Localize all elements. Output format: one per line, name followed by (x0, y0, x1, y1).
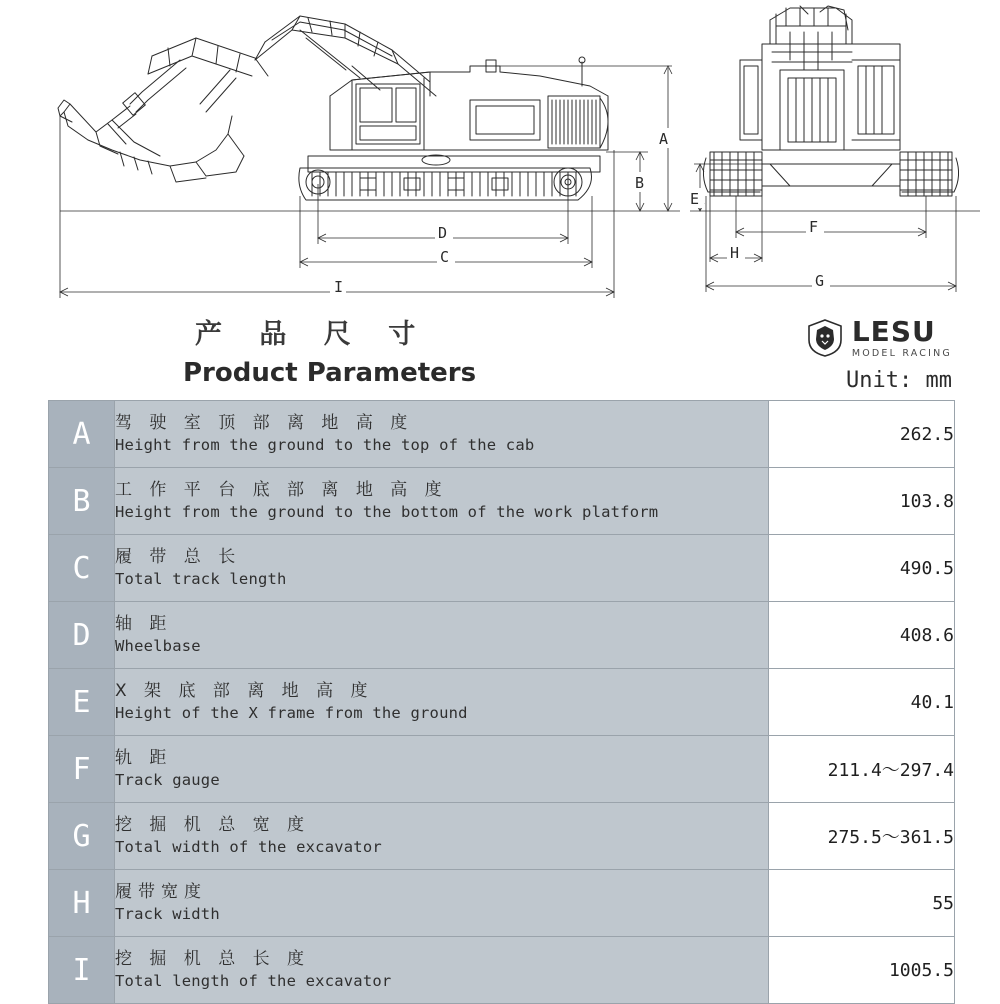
table-row (49, 401, 955, 468)
brand-name: LESU (851, 315, 936, 348)
row-description-en: Wheelbase (115, 637, 201, 655)
table-row (49, 468, 955, 535)
row-letter: C (49, 535, 115, 602)
svg-text:C: C (440, 248, 450, 266)
svg-text:H: H (730, 244, 740, 262)
row-description (115, 535, 769, 602)
svg-text:F: F (809, 218, 819, 236)
brand-logo (806, 315, 952, 359)
row-letter: H (49, 870, 115, 937)
row-description-en: Track gauge (115, 771, 220, 789)
row-description-cn: 挖 掘 机 总 长 度 (115, 949, 311, 970)
row-letter: D (49, 602, 115, 669)
svg-text:I: I (334, 278, 344, 296)
table-row (49, 535, 955, 602)
row-description (115, 803, 769, 870)
parameters-table (48, 400, 955, 1004)
row-description (115, 669, 769, 736)
technical-drawing (0, 0, 1000, 310)
brand-tagline: MODEL RACING (851, 348, 952, 359)
svg-text:B: B (635, 174, 645, 192)
lion-head-icon (806, 319, 844, 357)
table-row (49, 669, 955, 736)
row-description (115, 736, 769, 803)
table-row (49, 602, 955, 669)
row-letter: B (49, 468, 115, 535)
table-row (49, 937, 955, 1004)
row-description-cn: 轴 距 (115, 614, 173, 635)
row-value: 275.5～361.5 (769, 803, 955, 870)
row-letter: E (49, 669, 115, 736)
row-value: 490.5 (769, 535, 955, 602)
brand-text (851, 315, 952, 359)
row-description-en: Height from the ground to the top of the cab (115, 436, 535, 454)
row-description-cn: 履带宽度 (115, 882, 207, 903)
row-description-en: Total length of the excavator (115, 972, 392, 990)
row-description-cn: 驾 驶 室 顶 部 离 地 高 度 (115, 413, 414, 434)
row-value: 1005.5 (769, 937, 955, 1004)
row-description (115, 401, 769, 468)
table-row (49, 803, 955, 870)
row-description-cn: 挖 掘 机 总 宽 度 (115, 815, 311, 836)
row-description-cn: 工 作 平 台 底 部 离 地 高 度 (115, 480, 448, 501)
row-letter: G (49, 803, 115, 870)
row-value: 211.4～297.4 (769, 736, 955, 803)
parameters-table-body (49, 401, 955, 1004)
table-row (49, 736, 955, 803)
row-letter: A (49, 401, 115, 468)
row-description-cn: X 架 底 部 离 地 高 度 (115, 681, 374, 702)
svg-text:E: E (690, 190, 700, 208)
svg-text:G: G (815, 272, 825, 290)
row-description-cn: 轨 距 (115, 748, 173, 769)
row-description (115, 468, 769, 535)
page-title-en: Product Parameters (183, 358, 477, 388)
row-letter: F (49, 736, 115, 803)
row-value: 103.8 (769, 468, 955, 535)
row-description-cn: 履 带 总 长 (115, 547, 242, 568)
table-row (49, 870, 955, 937)
row-value: 262.5 (769, 401, 955, 468)
row-description-en: Total width of the excavator (115, 838, 382, 856)
row-description-en: Total track length (115, 570, 287, 588)
row-description (115, 937, 769, 1004)
row-letter: I (49, 937, 115, 1004)
svg-text:A: A (659, 130, 669, 148)
row-value: 40.1 (769, 669, 955, 736)
row-value: 55 (769, 870, 955, 937)
page-title-cn: 产 品 尺 寸 (195, 319, 430, 350)
row-description (115, 870, 769, 937)
svg-text:D: D (438, 224, 448, 242)
row-description-en: Track width (115, 905, 220, 923)
row-value: 408.6 (769, 602, 955, 669)
row-description-en: Height from the ground to the bottom of the work platform (115, 503, 659, 521)
row-description (115, 602, 769, 669)
unit-note: Unit: mm (846, 368, 952, 393)
row-description-en: Height of the X frame from the ground (115, 704, 468, 722)
